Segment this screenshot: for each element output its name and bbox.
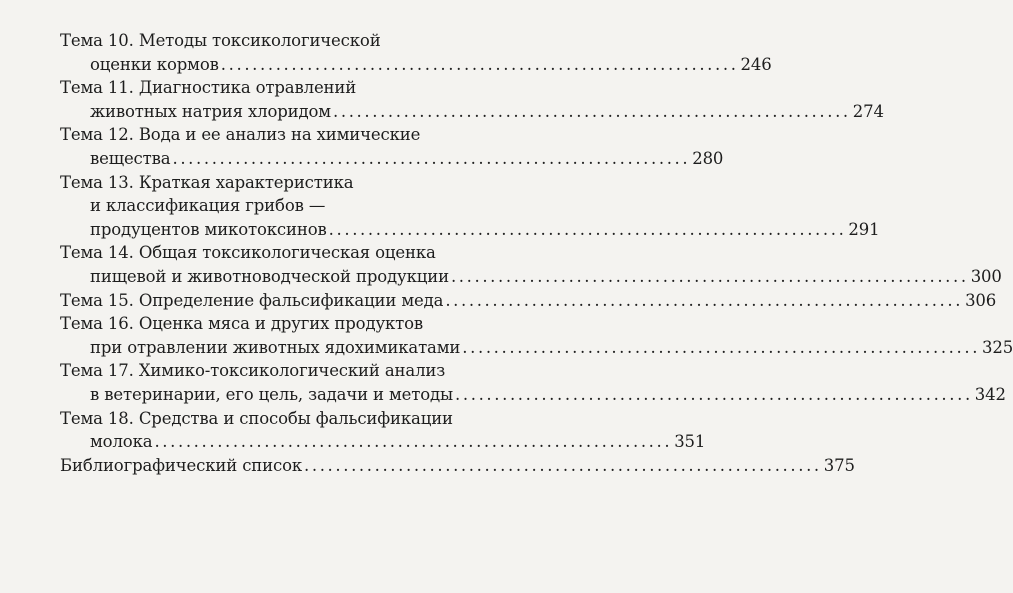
toc-entry-text: в ветеринарии, его цель, задачи и методы [90, 384, 454, 404]
page-number: 280 [692, 148, 724, 168]
dot-leader: .................................................................. [154, 432, 673, 452]
toc-entry-topic-12[interactable] [60, 123, 724, 170]
dot-leader: .................................................................. [333, 101, 851, 121]
toc-entry-topic-13[interactable] [60, 171, 880, 242]
dot-leader: .................................................................. [462, 337, 981, 357]
table-of-contents [60, 29, 1013, 477]
toc-entry-text: продуцентов микотоксинов [90, 219, 327, 239]
toc-entry-text: Тема 14. Общая токсикологическая оценка [60, 243, 436, 263]
dot-leader: .................................................................. [328, 219, 847, 239]
toc-entry-last-line [60, 100, 884, 124]
toc-entry-text: пищевой и животноводческой продукции [90, 266, 449, 286]
toc-entry-topic-17[interactable] [60, 359, 1006, 406]
toc-entry-text: Тема 12. Вода и ее анализ на химические [60, 125, 421, 145]
toc-entry-topic-18[interactable] [60, 407, 706, 454]
toc-entry-last-line [60, 147, 724, 171]
toc-entry-text: и классификация грибов — [90, 196, 326, 216]
toc-entry-text: Тема 16. Оценка мяса и других продуктов [60, 314, 424, 334]
toc-entry-text: Тема 10. Методы токсикологической [60, 31, 381, 50]
toc-entry-text: животных натрия хлоридом [90, 101, 331, 121]
dot-leader: .................................................................. [455, 384, 973, 404]
toc-entry-topic-16[interactable] [60, 312, 1013, 359]
toc-entry-text: Библиографический список [60, 455, 303, 475]
toc-entry-text: Тема 18. Средства и способы фальсификации [60, 408, 453, 428]
toc-entry-topic-11[interactable] [60, 76, 884, 123]
toc-entry-text: Тема 17. Химико-токсикологический анализ [60, 361, 446, 381]
page-number: 274 [852, 101, 884, 121]
dot-leader: .................................................................. [450, 266, 969, 286]
dot-leader: .................................................................. [304, 455, 822, 475]
toc-entry-text: вещества [90, 148, 171, 168]
dot-leader: .................................................................. [445, 290, 964, 310]
toc-entry-last-line [60, 53, 772, 77]
page-number: 291 [848, 219, 880, 239]
page-number: 300 [970, 266, 1002, 286]
toc-entry-last-line [60, 265, 1002, 289]
toc-entry-text: Тема 15. Определение фальсификации меда [60, 290, 444, 310]
page-number: 375 [823, 455, 855, 475]
toc-entry-topic-14[interactable] [60, 241, 1002, 288]
toc-entry-last-line [60, 218, 880, 242]
toc-entry-bibliography[interactable] [60, 454, 855, 478]
toc-entry-last-line [60, 289, 997, 313]
toc-entry-topic-10[interactable] [60, 29, 772, 76]
toc-entry-text: оценки кормов [90, 54, 219, 74]
page-number: 342 [974, 384, 1006, 404]
toc-entry-text: молока [90, 432, 153, 452]
toc-entry-last-line [60, 454, 855, 478]
page-number: 325 [982, 337, 1013, 357]
toc-entry-text: Тема 11. Диагностика отравлений [60, 78, 357, 98]
dot-leader: .................................................................. [172, 148, 691, 168]
page-number: 351 [674, 432, 706, 452]
toc-entry-topic-15[interactable] [60, 289, 997, 313]
page-number: 306 [965, 290, 997, 310]
toc-entry-last-line [60, 430, 706, 454]
dot-leader: .................................................................. [220, 54, 739, 74]
toc-entry-text: Тема 13. Краткая характеристика [60, 172, 354, 192]
toc-entry-last-line [60, 336, 1013, 360]
toc-entry-last-line [60, 383, 1006, 407]
page-number: 246 [740, 54, 772, 74]
toc-entry-text: при отравлении животных ядохимикатами [90, 337, 461, 357]
